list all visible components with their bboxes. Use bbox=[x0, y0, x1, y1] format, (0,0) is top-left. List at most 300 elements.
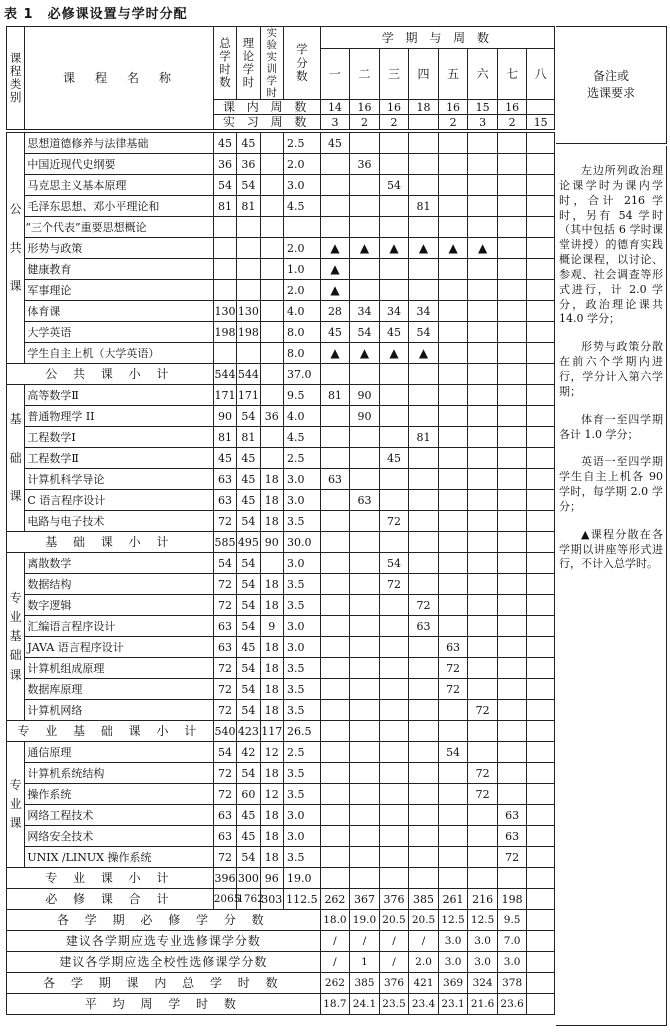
subtotal-term bbox=[527, 364, 555, 385]
course-term-hours: 63 bbox=[497, 826, 527, 847]
course-term-hours bbox=[320, 847, 350, 868]
course-theory-hours: 45 bbox=[237, 469, 260, 490]
course-name: “三个代表”重要思想概论 bbox=[25, 217, 213, 238]
course-term-hours bbox=[438, 700, 468, 721]
total-theory: 1762 bbox=[237, 889, 260, 910]
course-term-hours bbox=[468, 826, 498, 847]
summary-term: 3.0 bbox=[438, 931, 468, 952]
class-weeks-value bbox=[527, 100, 555, 115]
course-term-hours bbox=[527, 217, 555, 238]
header-term: 五 bbox=[438, 49, 468, 100]
subtotal-term bbox=[379, 868, 409, 889]
subtotal-label: 基 础 课 小 计 bbox=[7, 532, 214, 553]
course-term-hours bbox=[320, 679, 350, 700]
subtotal-row bbox=[7, 721, 555, 742]
subtotal-term bbox=[497, 364, 527, 385]
course-name: 工程数学Ⅱ bbox=[25, 448, 213, 469]
class-weeks-value: 15 bbox=[468, 100, 498, 115]
course-term-hours: 81 bbox=[320, 385, 350, 406]
course-term-hours bbox=[350, 658, 380, 679]
course-term-hours bbox=[379, 805, 409, 826]
table-row bbox=[7, 805, 555, 826]
course-term-hours bbox=[350, 763, 380, 784]
course-term-hours bbox=[350, 280, 380, 301]
course-name: 数据结构 bbox=[25, 574, 213, 595]
course-term-hours bbox=[468, 301, 498, 322]
course-term-hours bbox=[468, 637, 498, 658]
course-term-hours: 45 bbox=[320, 133, 350, 154]
course-term-hours bbox=[527, 385, 555, 406]
course-term-hours bbox=[527, 196, 555, 217]
course-term-hours: 54 bbox=[379, 175, 409, 196]
course-name: 计算机科学导论 bbox=[25, 469, 213, 490]
course-theory-hours: 60 bbox=[237, 784, 260, 805]
summary-row bbox=[7, 910, 555, 931]
triangle-icon: ▲ bbox=[350, 238, 380, 259]
course-term-hours bbox=[497, 133, 527, 154]
summary-term bbox=[527, 910, 555, 931]
course-term-hours bbox=[320, 826, 350, 847]
course-term-hours bbox=[350, 259, 380, 280]
course-term-hours bbox=[379, 742, 409, 763]
course-theory-hours bbox=[237, 217, 260, 238]
course-term-hours bbox=[497, 511, 527, 532]
summary-term: 24.1 bbox=[350, 994, 380, 1015]
course-theory-hours bbox=[237, 343, 260, 364]
course-term-hours bbox=[468, 196, 498, 217]
practice-weeks-value: 2 bbox=[379, 115, 409, 130]
course-name: 中国近现代史纲要 bbox=[25, 154, 213, 175]
course-credits: 2.5 bbox=[284, 742, 321, 763]
subtotal-term bbox=[320, 364, 350, 385]
course-term-hours bbox=[468, 175, 498, 196]
triangle-icon: ▲ bbox=[468, 238, 498, 259]
course-credits: 2.5 bbox=[284, 448, 321, 469]
course-term-hours bbox=[468, 616, 498, 637]
course-total-hours: 72 bbox=[213, 847, 236, 868]
course-term-hours bbox=[320, 217, 350, 238]
course-credits: 3.5 bbox=[284, 847, 321, 868]
summary-term: 378 bbox=[497, 973, 527, 994]
course-term-hours bbox=[409, 490, 439, 511]
table-row bbox=[7, 196, 555, 217]
summary-term bbox=[527, 994, 555, 1015]
subtotal-term bbox=[497, 721, 527, 742]
course-lab-hours bbox=[260, 280, 283, 301]
course-term-hours bbox=[320, 742, 350, 763]
course-term-hours bbox=[409, 805, 439, 826]
course-term-hours bbox=[527, 784, 555, 805]
course-term-hours bbox=[379, 406, 409, 427]
course-term-hours bbox=[320, 637, 350, 658]
course-name: 健康教育 bbox=[25, 259, 213, 280]
course-total-hours: 54 bbox=[213, 742, 236, 763]
course-total-hours: 63 bbox=[213, 637, 236, 658]
course-name: UNIX /LINUX 操作系统 bbox=[25, 847, 213, 868]
course-term-hours bbox=[497, 574, 527, 595]
course-name: 工程数学Ⅰ bbox=[25, 427, 213, 448]
course-term-hours bbox=[379, 280, 409, 301]
course-credits: 8.0 bbox=[284, 322, 321, 343]
summary-term: 3.0 bbox=[438, 952, 468, 973]
course-term-hours: 54 bbox=[379, 553, 409, 574]
course-name: 形势与政策 bbox=[25, 238, 213, 259]
course-lab-hours bbox=[260, 196, 283, 217]
course-term-hours bbox=[527, 427, 555, 448]
course-term-hours: 63 bbox=[438, 637, 468, 658]
table-row bbox=[7, 133, 555, 154]
course-credits: 4.5 bbox=[284, 427, 321, 448]
course-theory-hours: 54 bbox=[237, 700, 260, 721]
course-term-hours: 90 bbox=[350, 385, 380, 406]
course-theory-hours: 45 bbox=[237, 826, 260, 847]
course-term-hours bbox=[379, 784, 409, 805]
course-term-hours: 36 bbox=[350, 154, 380, 175]
course-term-hours: 72 bbox=[497, 847, 527, 868]
course-term-hours bbox=[409, 511, 439, 532]
course-term-hours bbox=[497, 700, 527, 721]
note-paragraph: 体育一至四学期各计 1.0 学分； bbox=[559, 412, 663, 441]
course-theory-hours bbox=[237, 280, 260, 301]
course-term-hours bbox=[497, 259, 527, 280]
course-term-hours bbox=[497, 595, 527, 616]
total-row bbox=[7, 889, 555, 910]
course-term-hours bbox=[497, 280, 527, 301]
total-term: 216 bbox=[468, 889, 498, 910]
table-row bbox=[7, 469, 555, 490]
course-name: 离散数学 bbox=[25, 553, 213, 574]
table-row bbox=[7, 784, 555, 805]
header-term: 六 bbox=[468, 49, 498, 100]
summary-label: 各 学 期 课 内 总 学 时 数 bbox=[7, 973, 321, 994]
course-name: 马克思主义基本原理 bbox=[25, 175, 213, 196]
section-category: 公 共 课 bbox=[7, 133, 25, 364]
course-term-hours bbox=[438, 826, 468, 847]
table-row bbox=[7, 595, 555, 616]
course-term-hours bbox=[497, 217, 527, 238]
course-term-hours bbox=[527, 826, 555, 847]
course-theory-hours: 54 bbox=[237, 574, 260, 595]
course-term-hours bbox=[438, 385, 468, 406]
course-theory-hours: 54 bbox=[237, 595, 260, 616]
course-term-hours bbox=[438, 196, 468, 217]
course-term-hours bbox=[438, 553, 468, 574]
course-term-hours bbox=[320, 700, 350, 721]
subtotal-term bbox=[468, 364, 498, 385]
course-term-hours bbox=[438, 616, 468, 637]
summary-row bbox=[7, 973, 555, 994]
course-term-hours bbox=[497, 385, 527, 406]
course-name: 操作系统 bbox=[25, 784, 213, 805]
course-term-hours bbox=[409, 658, 439, 679]
course-name: 高等数学Ⅱ bbox=[25, 385, 213, 406]
class-weeks-value: 16 bbox=[438, 100, 468, 115]
course-term-hours: 72 bbox=[468, 763, 498, 784]
course-term-hours bbox=[527, 490, 555, 511]
course-term-hours bbox=[350, 784, 380, 805]
subtotal-term bbox=[468, 532, 498, 553]
course-total-hours: 72 bbox=[213, 574, 236, 595]
course-theory-hours: 42 bbox=[237, 742, 260, 763]
summary-term: 369 bbox=[438, 973, 468, 994]
course-term-hours bbox=[468, 679, 498, 700]
header-term: 八 bbox=[527, 49, 555, 100]
course-term-hours bbox=[468, 574, 498, 595]
course-term-hours bbox=[350, 448, 380, 469]
course-term-hours bbox=[350, 826, 380, 847]
course-total-hours: 63 bbox=[213, 490, 236, 511]
course-term-hours bbox=[468, 427, 498, 448]
course-term-hours bbox=[527, 763, 555, 784]
course-term-hours bbox=[409, 406, 439, 427]
course-term-hours: 28 bbox=[320, 301, 350, 322]
course-term-hours: 45 bbox=[379, 448, 409, 469]
course-total-hours: 72 bbox=[213, 679, 236, 700]
course-term-hours bbox=[438, 784, 468, 805]
course-term-hours bbox=[409, 784, 439, 805]
course-theory-hours: 45 bbox=[237, 448, 260, 469]
course-name: 普通物理学 II bbox=[25, 406, 213, 427]
course-term-hours bbox=[438, 280, 468, 301]
summary-term: 20.5 bbox=[409, 910, 439, 931]
course-total-hours: 72 bbox=[213, 763, 236, 784]
course-term-hours bbox=[409, 847, 439, 868]
summary-label: 建议各学期应选专业选修课学分数 bbox=[7, 931, 321, 952]
course-term-hours bbox=[468, 406, 498, 427]
course-term-hours: 54 bbox=[409, 322, 439, 343]
subtotal-term bbox=[409, 532, 439, 553]
course-credits: 2.0 bbox=[284, 154, 321, 175]
course-term-hours: 72 bbox=[468, 700, 498, 721]
course-lab-hours bbox=[260, 343, 283, 364]
summary-term: 3.0 bbox=[468, 931, 498, 952]
subtotal-credits: 26.5 bbox=[284, 721, 321, 742]
course-term-hours bbox=[468, 469, 498, 490]
course-credits: 3.0 bbox=[284, 469, 321, 490]
course-term-hours: 72 bbox=[409, 595, 439, 616]
total-credits: 112.5 bbox=[284, 889, 321, 910]
subtotal-term bbox=[497, 868, 527, 889]
table-row bbox=[7, 448, 555, 469]
course-term-hours bbox=[468, 154, 498, 175]
summary-term: 324 bbox=[468, 973, 498, 994]
subtotal-term bbox=[409, 868, 439, 889]
header-row bbox=[7, 27, 555, 49]
course-total-hours: 63 bbox=[213, 826, 236, 847]
course-lab-hours bbox=[260, 259, 283, 280]
course-term-hours bbox=[320, 490, 350, 511]
course-term-hours bbox=[438, 427, 468, 448]
course-total-hours: 45 bbox=[213, 133, 236, 154]
course-total-hours: 63 bbox=[213, 616, 236, 637]
triangle-icon: ▲ bbox=[379, 343, 409, 364]
total-label: 必 修 课 合 计 bbox=[7, 889, 214, 910]
course-term-hours bbox=[438, 805, 468, 826]
course-total-hours bbox=[213, 259, 236, 280]
course-lab-hours: 18 bbox=[260, 574, 283, 595]
course-lab-hours bbox=[260, 154, 283, 175]
course-lab-hours: 18 bbox=[260, 637, 283, 658]
subtotal-lab: 96 bbox=[260, 868, 283, 889]
course-credits: 3.5 bbox=[284, 700, 321, 721]
summary-term: 12.5 bbox=[468, 910, 498, 931]
summary-term: / bbox=[320, 952, 350, 973]
course-credits bbox=[284, 217, 321, 238]
course-term-hours bbox=[350, 679, 380, 700]
total-term: 376 bbox=[379, 889, 409, 910]
table-row bbox=[7, 217, 555, 238]
summary-term: / bbox=[409, 931, 439, 952]
section-category: 专 业 基 础 课 bbox=[7, 553, 25, 721]
table-row bbox=[7, 154, 555, 175]
subtotal-label: 专 业 基 础 课 小 计 bbox=[7, 721, 214, 742]
course-term-hours bbox=[350, 700, 380, 721]
course-theory-hours bbox=[237, 259, 260, 280]
notes-text bbox=[556, 146, 666, 572]
course-term-hours bbox=[438, 343, 468, 364]
course-lab-hours: 12 bbox=[260, 784, 283, 805]
course-theory-hours: 54 bbox=[237, 616, 260, 637]
course-total-hours: 72 bbox=[213, 700, 236, 721]
course-lab-hours: 18 bbox=[260, 805, 283, 826]
course-name: 通信原理 bbox=[25, 742, 213, 763]
triangle-icon: ▲ bbox=[320, 259, 350, 280]
course-term-hours bbox=[379, 637, 409, 658]
course-term-hours bbox=[320, 658, 350, 679]
course-term-hours bbox=[350, 616, 380, 637]
course-theory-hours: 54 bbox=[237, 679, 260, 700]
course-credits: 4.5 bbox=[284, 196, 321, 217]
course-theory-hours: 54 bbox=[237, 763, 260, 784]
course-credits: 3.5 bbox=[284, 679, 321, 700]
course-credits: 3.5 bbox=[284, 763, 321, 784]
course-theory-hours: 54 bbox=[237, 847, 260, 868]
subtotal-theory: 544 bbox=[237, 364, 260, 385]
course-term-hours bbox=[379, 133, 409, 154]
course-total-hours: 63 bbox=[213, 805, 236, 826]
course-term-hours bbox=[468, 343, 498, 364]
course-term-hours: 81 bbox=[409, 427, 439, 448]
course-term-hours bbox=[379, 763, 409, 784]
class-weeks-value: 14 bbox=[320, 100, 350, 115]
course-credits: 4.0 bbox=[284, 301, 321, 322]
course-name: 体育课 bbox=[25, 301, 213, 322]
total-term: 198 bbox=[497, 889, 527, 910]
course-term-hours bbox=[438, 490, 468, 511]
course-term-hours: 63 bbox=[497, 805, 527, 826]
course-term-hours bbox=[497, 553, 527, 574]
course-term-hours bbox=[350, 637, 380, 658]
course-term-hours bbox=[468, 553, 498, 574]
course-term-hours bbox=[379, 490, 409, 511]
course-term-hours bbox=[350, 217, 380, 238]
course-theory-hours: 54 bbox=[237, 511, 260, 532]
summary-term: 376 bbox=[379, 973, 409, 994]
practice-weeks-value: 2 bbox=[497, 115, 527, 130]
course-credits: 3.0 bbox=[284, 637, 321, 658]
course-term-hours bbox=[320, 448, 350, 469]
course-term-hours bbox=[527, 595, 555, 616]
course-term-hours bbox=[497, 763, 527, 784]
course-term-hours: 90 bbox=[350, 406, 380, 427]
subtotal-label: 专 业 课 小 计 bbox=[7, 868, 214, 889]
course-lab-hours: 18 bbox=[260, 847, 283, 868]
course-term-hours bbox=[350, 595, 380, 616]
course-term-hours bbox=[379, 385, 409, 406]
course-lab-hours: 18 bbox=[260, 763, 283, 784]
course-name: 毛泽东思想、邓小平理论和 bbox=[25, 196, 213, 217]
course-term-hours bbox=[379, 826, 409, 847]
course-credits: 3.0 bbox=[284, 805, 321, 826]
course-term-hours bbox=[320, 763, 350, 784]
course-name: 计算机系统结构 bbox=[25, 763, 213, 784]
course-theory-hours: 130 bbox=[237, 301, 260, 322]
summary-term: 18.0 bbox=[320, 910, 350, 931]
subtotal-total: 544 bbox=[213, 364, 236, 385]
summary-term: / bbox=[379, 952, 409, 973]
course-lab-hours bbox=[260, 553, 283, 574]
course-credits: 3.5 bbox=[284, 574, 321, 595]
course-lab-hours bbox=[260, 217, 283, 238]
subtotal-term bbox=[350, 868, 380, 889]
course-term-hours bbox=[527, 154, 555, 175]
triangle-icon: ▲ bbox=[409, 343, 439, 364]
course-term-hours bbox=[497, 469, 527, 490]
header-term-group: 学 期 与 周 数 bbox=[320, 27, 554, 49]
course-credits: 3.0 bbox=[284, 553, 321, 574]
table-row bbox=[7, 280, 555, 301]
header-term: 一 bbox=[320, 49, 350, 100]
course-credits: 3.5 bbox=[284, 595, 321, 616]
course-lab-hours: 18 bbox=[260, 658, 283, 679]
summary-term bbox=[527, 931, 555, 952]
course-term-hours bbox=[468, 133, 498, 154]
course-term-hours bbox=[320, 595, 350, 616]
subtotal-label: 公 共 课 小 计 bbox=[7, 364, 214, 385]
summary-term: 2.0 bbox=[409, 952, 439, 973]
table-row bbox=[7, 427, 555, 448]
course-term-hours bbox=[379, 217, 409, 238]
class-weeks-value: 16 bbox=[497, 100, 527, 115]
course-term-hours bbox=[497, 175, 527, 196]
course-term-hours: 72 bbox=[438, 679, 468, 700]
triangle-icon: ▲ bbox=[438, 238, 468, 259]
course-term-hours bbox=[409, 679, 439, 700]
header-credits: 学 分 数 bbox=[284, 27, 321, 100]
subtotal-term bbox=[527, 532, 555, 553]
summary-term: 385 bbox=[350, 973, 380, 994]
course-term-hours bbox=[497, 406, 527, 427]
course-term-hours bbox=[497, 196, 527, 217]
table-row bbox=[7, 637, 555, 658]
course-term-hours bbox=[497, 301, 527, 322]
course-term-hours bbox=[527, 574, 555, 595]
table-row bbox=[7, 490, 555, 511]
section-category: 专 业 课 bbox=[7, 742, 25, 868]
course-total-hours bbox=[213, 238, 236, 259]
table-row bbox=[7, 700, 555, 721]
table-row bbox=[7, 574, 555, 595]
course-lab-hours bbox=[260, 301, 283, 322]
practice-weeks-label: 实 习 周 数 bbox=[213, 115, 320, 130]
course-term-hours: 63 bbox=[409, 616, 439, 637]
total-term bbox=[527, 889, 555, 910]
course-lab-hours bbox=[260, 448, 283, 469]
course-term-hours: 34 bbox=[379, 301, 409, 322]
course-theory-hours: 45 bbox=[237, 805, 260, 826]
summary-term: 421 bbox=[409, 973, 439, 994]
summary-term bbox=[527, 973, 555, 994]
